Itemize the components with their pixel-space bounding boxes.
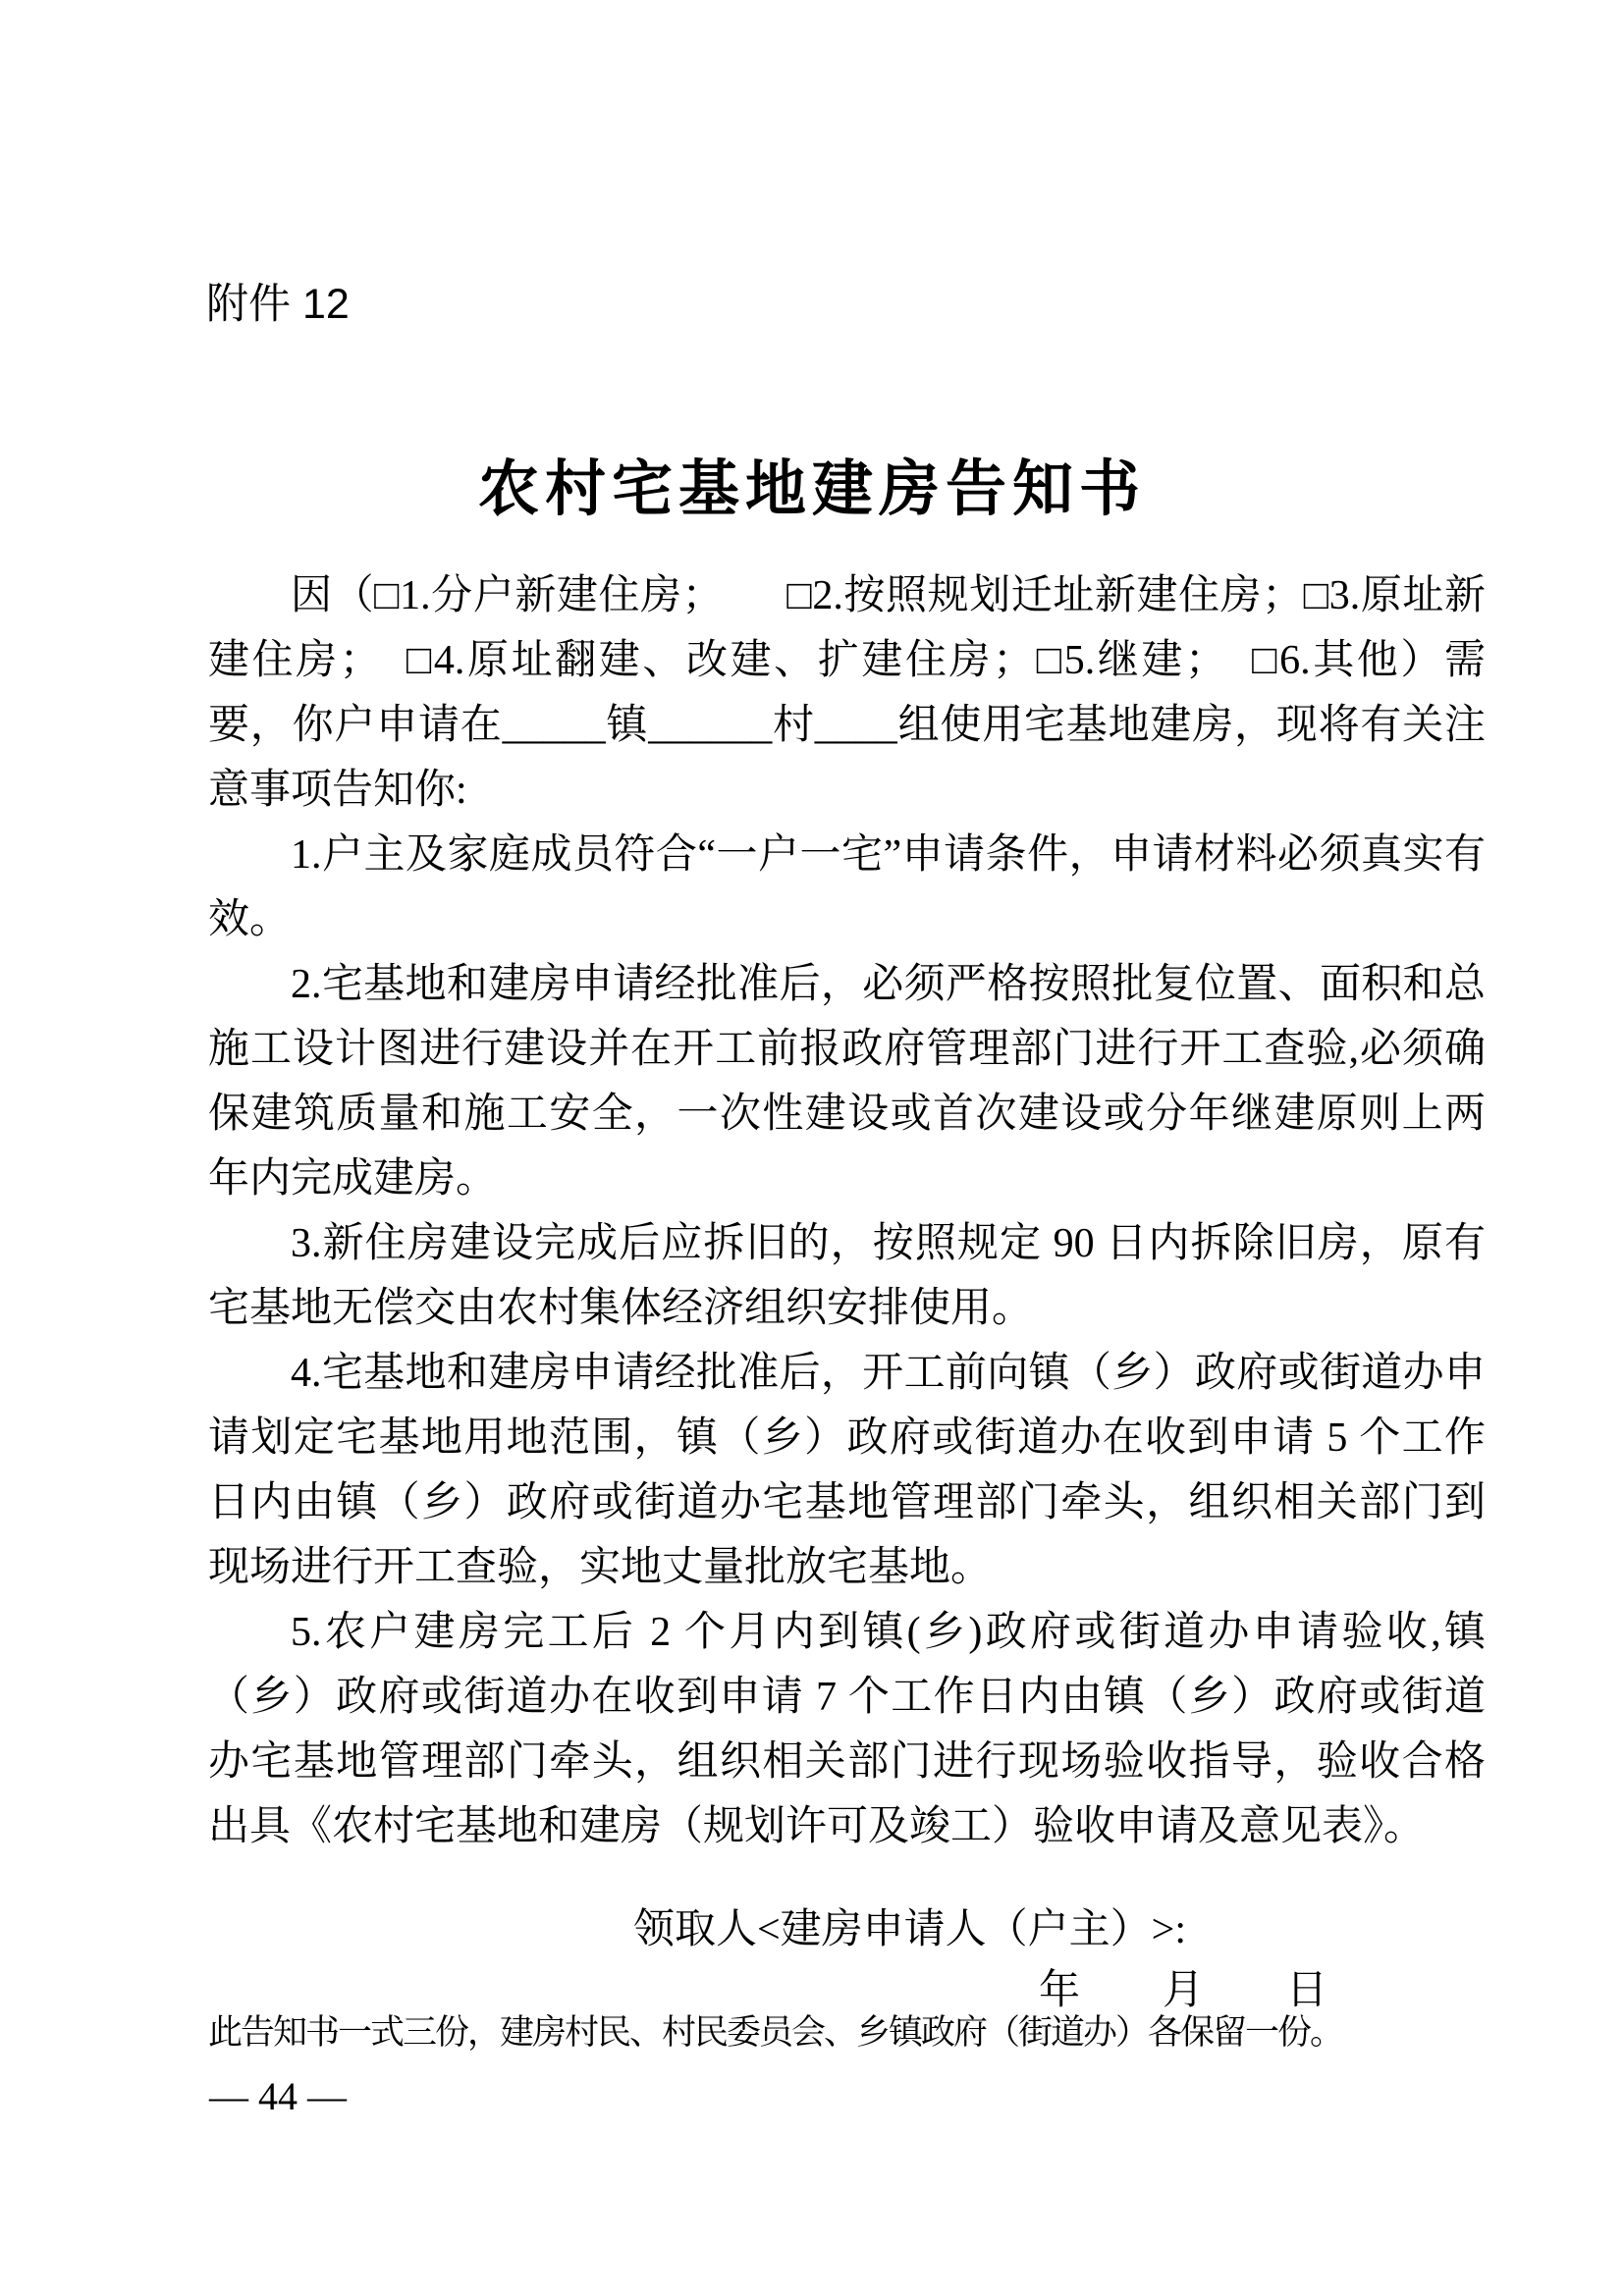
page-number: — 44 — <box>209 2074 347 2118</box>
notice-item-5: 5.农户建房完工后 2 个月内到镇(乡)政府或街道办申请验收,镇（乡）政府或街道办在收到申请 7 个工作日内由镇（乡）政府或街道办宅基地管理部门牵头，组织相关部门进行现场验收指导，验收合格出具《农村宅基地和建房（规划许可及竣工）验收申请及意见表》。 <box>208 1610 1486 1849</box>
document-title: 农村宅基地建房告知书 <box>477 455 1146 523</box>
attachment-label: 附件 12 <box>206 281 350 328</box>
copies-distribution-note: 此告知书一式三份，建房村民、村民委员会、乡镇政府（街道办）各保留一份。 <box>208 2013 1343 2052</box>
notice-item-4: 4.宅基地和建房申请经批准后，开工前向镇（乡）政府或街道办申请划定宅基地用地范围，镇（乡）政府或街道办在收到申请 5 个工作日内由镇（乡）政府或街道办宅基地管理部门牵头，组织相关部门到现场进行开工查验，实地丈量批放宅基地。 <box>208 1351 1486 1590</box>
notice-item-2: 2.宅基地和建房申请经批准后，必须严格按照批复位置、面积和总施工设计图进行建设并在开工前报政府管理部门进行开工查验,必须确保建筑质量和施工安全，一次性建设或首次建设或分年继建原则上两年内完成建房。 <box>208 962 1486 1201</box>
notice-item-1: 1.户主及家庭成员符合“一户一宅”申请条件，申请材料必须真实有效。 <box>208 832 1486 942</box>
intro-paragraph-reason-checkboxes: 因（□1.分户新建住房； □2.按照规划迁址新建住房；□3.原址新建住房； □4.原址翻建、改建、扩建住房；□5.继建； □6.其他）需要，你户申请在_____镇______村____组使用宅基地建房，现将有关注意事项告知你: <box>208 573 1486 813</box>
date-line: 年 月 日 <box>1039 1968 1328 2013</box>
recipient-signature-label: 领取人<建房申请人（户主）>: <box>633 1907 1187 1952</box>
notice-item-3: 3.新住房建设完成后应拆旧的，按照规定 90 日内拆除旧房，原有宅基地无偿交由农村集体经济组织安排使用。 <box>208 1221 1486 1331</box>
document-body <box>208 563 1486 1859</box>
